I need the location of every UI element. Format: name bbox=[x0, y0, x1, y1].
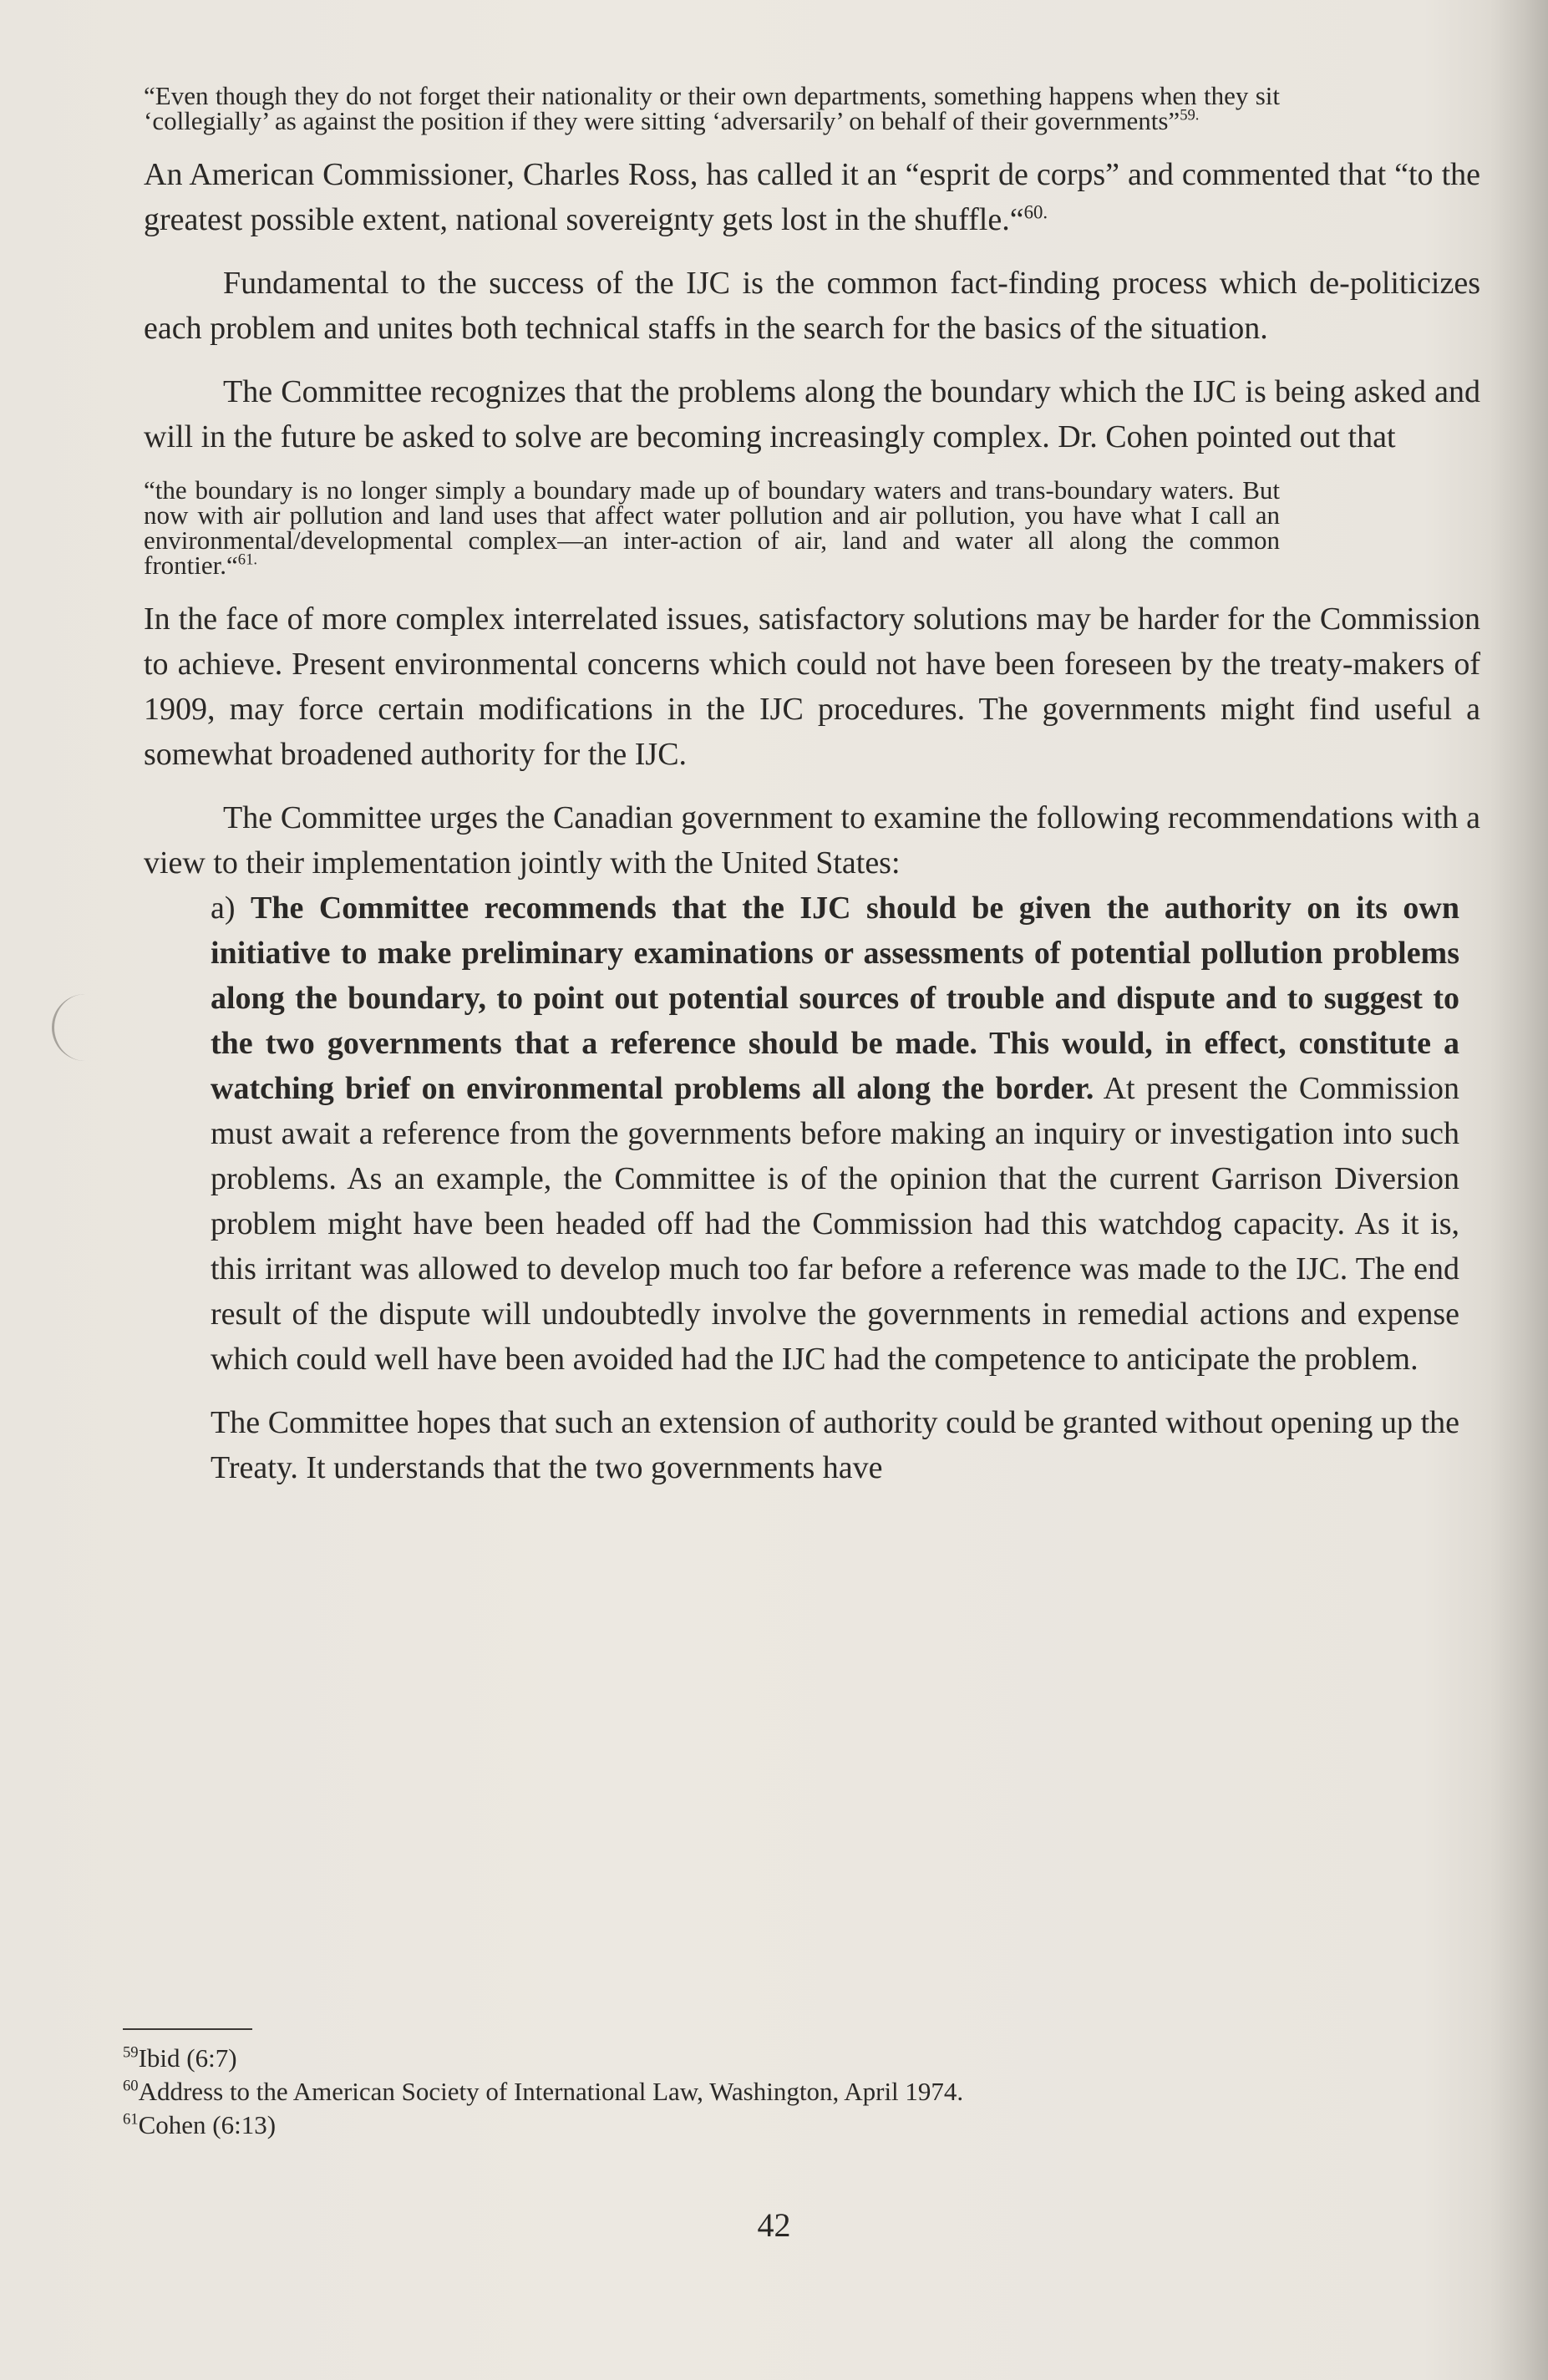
block-quote-2: “the boundary is no longer simply a boundary made up of boundary waters and trans-boundary waters. But now with air pollution and land uses that affect water pollution and air pollution, you have what I call an environmental/developmental complex—an inter-action of air, land and water all along the common frontier.“$^{61.}$ bbox=[144, 475, 1280, 580]
footnote-ref-61: 61. bbox=[237, 551, 258, 569]
recommendation-bold: The Committee recommends that the IJC should be given the authority on its own initiative to make preliminary examinations or assessments of potential pollution problems along the boundary, to point out potential sources of trouble and dispute and to suggest to the two governments that a reference should be made. This would, in effect, constitute a watching brief on environmental problems all along the border. bbox=[211, 891, 1460, 1106]
paragraph-urges: The Committee urges the Canadian government to examine the following recommendations with a view to their implementation jointly with the United States: bbox=[144, 800, 1480, 880]
recommendation-a bbox=[211, 886, 1459, 1382]
footnote-divider bbox=[123, 2028, 252, 2030]
paragraph-fundamental: Fundamental to the success of the IJC is the common fact-finding process which de-politicizes each problem and unites both technical staffs in the search for the basics of the situation. bbox=[144, 266, 1480, 346]
page-number: 42 bbox=[757, 2206, 791, 2244]
footnotes bbox=[123, 2042, 963, 2142]
recommendation-text: At present the Commission must await a reference from the governments before making an inquiry or investigation into such problems. As an example, the Committee is of the opinion that the current Garrison Diversion problem might have been headed off had the Commission had this watchdog capacity. As it is, this irritant was allowed to develop much too far before a reference was made to the IJC. The end result of the dispute will undoubtedly involve the governments in remedial actions and expense which could well have been avoided had the IJC had the competence to anticipate the problem. bbox=[211, 1071, 1460, 1377]
footnote-60: $^{60}$Address to the American Society of International Law, Washington, April 1974. bbox=[123, 2077, 964, 2106]
footnote-ref-60: 60. bbox=[1023, 201, 1048, 223]
paragraph-ross: An American Commissioner, Charles Ross, has called it an “esprit de corps” and commented that “to the greatest possible extent, national sovereignty gets lost in the shuffle.“$^{60.}$ bbox=[144, 157, 1480, 237]
block-quote-1: “Even though they do not forget their nationality or their own departments, something happens when they sit ‘collegially’ as against the position if they were sitting ‘adversarily’ on behalf of their governments”$^{59.}$ bbox=[144, 81, 1280, 135]
footnote-59: $^{59}$Ibid (6:7) bbox=[123, 2043, 237, 2073]
footnote-ref-59: 59. bbox=[1180, 106, 1200, 124]
paragraph-face: In the face of more complex interrelated issues, satisfactory solutions may be harder for the Commission to achieve. Present environmental concerns which could not have been foreseen by the treaty-makers of 1909, may force certain modifications in the IJC procedures. The governments might find useful a somewhat broadened authority for the IJC. bbox=[144, 601, 1480, 772]
page-content bbox=[144, 81, 1480, 1490]
paragraph-hopes: The Committee hopes that such an extension of authority could be granted without opening up the Treaty. It understands that the two governments have bbox=[211, 1405, 1459, 1485]
footnote-61: $^{61}$Cohen (6:13) bbox=[123, 2110, 277, 2139]
page-edge-shadow bbox=[1490, 0, 1548, 2380]
paragraph-committee-recognizes: The Committee recognizes that the problems along the boundary which the IJC is being asked and will in the future be asked to solve are becoming increasingly complex. Dr. Cohen pointed out that bbox=[144, 374, 1480, 454]
recommendation-label: a) bbox=[211, 891, 236, 926]
margin-pencil-mark bbox=[52, 994, 88, 1061]
